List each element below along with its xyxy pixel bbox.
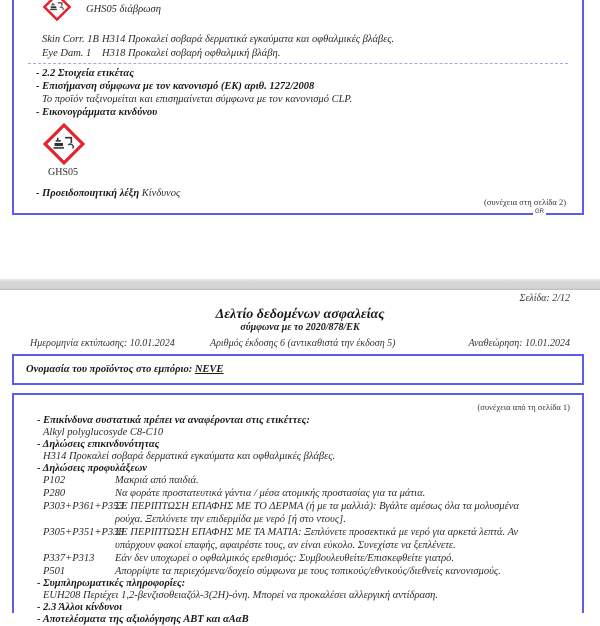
print-date: Ημερομηνία εκτύπωσης: 10.01.2024	[30, 338, 175, 349]
hazard-statements: H314 Προκαλεί σοβαρά δερματικά εγκαύματα και οφθαλμικές βλάβες.	[43, 451, 336, 462]
hazard-statements-heading: - Δηλώσεις επικινδυνότητας	[37, 439, 160, 450]
product-label: Ονομασία του προϊόντος στο εμπόριο:	[26, 364, 193, 375]
precautionary-text: ΣΕ ΠΕΡΙΠΤΩΣΗ ΕΠΑΦΗΣ ΜΕ ΤΟ ΔΕΡΜΑ (ή με τα μαλλιά): Βγάλτε αμέσως όλα τα μολυσμένα	[115, 501, 519, 512]
pdf-page-2	[0, 290, 600, 625]
classification-class: Skin Corr. 1B	[42, 34, 99, 45]
pbt-heading: - Αποτελέσματα της αξιολόγησης ΑΒΤ και αΑαΒ	[37, 614, 249, 625]
content-frame	[12, 393, 584, 625]
revision-date: Αναθεώρηση: 10.01.2024	[468, 338, 570, 349]
page-separator	[0, 279, 600, 290]
product-label-row	[26, 364, 223, 375]
corrosion-pictogram-icon	[43, 123, 85, 165]
supplementary-info: EUH208 Περιέχει 1,2-βενζισοθειαζόλ-3(2Η)-όνη. Μπορεί να προκαλέσει αλλεργική αντίδραση.	[43, 590, 439, 601]
labelling-text: Το προϊόν ταξινομείται και επισημαίνεται σύμφωνα με τον κανονισμό CLP.	[42, 94, 353, 105]
classification-statement: H314 Προκαλεί σοβαρά δερματικά εγκαύματα και οφθαλμικές βλάβες.	[102, 34, 395, 45]
page-number: Σελίδα: 2/12	[519, 293, 570, 304]
precautionary-code: P102	[43, 475, 66, 486]
section-2-2-heading: - 2.2 Στοιχεία ετικέτας	[36, 68, 134, 79]
precautionary-text: υπάρχουν φακοί επαφής, αφαιρέστε τους, αν είναι εύκολο. Συνεχίστε να ξεπλένετε.	[115, 540, 456, 551]
signal-word-row	[36, 187, 180, 200]
precautionary-code: P337+P313	[43, 553, 95, 564]
document-subtitle: σύμφωνα με το 2020/878/ΕΚ	[240, 322, 360, 333]
signal-word-label: - Προειδοποιητική λέξη	[36, 188, 140, 199]
pictograms-heading: - Εικονογράμματα κινδύνου	[36, 107, 158, 118]
signal-word: Κίνδυνος	[141, 188, 181, 199]
product-name: NEVE	[194, 364, 224, 375]
precautionary-code: P305+P351+P338	[43, 527, 124, 538]
precautionary-text: Απορρίψτε τα περιεχόμενα/δοχείο σύμφωνα με τους τοπικούς/εθνικούς/διεθνείς κανονισμούς.	[115, 566, 501, 577]
hazardous-components: Alkyl polyglucosyde C8-C10	[43, 427, 164, 438]
corrosion-pictogram-icon	[43, 0, 71, 21]
precautionary-text: Μακριά από παιδιά.	[115, 475, 199, 486]
section-2-3-heading: - 2.3 Άλλοι κίνδυνοι	[37, 602, 123, 613]
precautionary-code: P501	[43, 566, 66, 577]
precautionary-text: ΣΕ ΠΕΡΙΠΤΩΣΗ ΕΠΑΦΗΣ ΜΕ ΤΑ ΜΑΤΙΑ: Ξεπλύνετε προσεκτικά με νερό για αρκετά λεπτά. Αν	[115, 527, 519, 538]
continued-next-page: (συνέχεια στη σελίδα 2)	[484, 197, 567, 207]
pdf-page-1	[0, 0, 600, 279]
continued-from-page: (συνέχεια από τη σελίδα 1)	[477, 402, 570, 412]
precautionary-text: ρούχα. Ξεπλύνετε την επιδερμίδα με νερό [ή στο ντους].	[115, 514, 346, 525]
precautionary-text: Να φοράτε προστατευτικά γάντια / μέσα ατομικής προστασίας για τα μάτια.	[115, 488, 426, 499]
labelling-heading: - Επισήμανση σύμφωνα με τον κανονισμό (ΕΚ) αριθ. 1272/2008	[36, 81, 315, 92]
section-divider	[28, 63, 568, 64]
pictogram-code: GHS05	[48, 167, 79, 178]
precautionary-code: P280	[43, 488, 66, 499]
precautionary-heading: - Δηλώσεις προφυλάξεων	[37, 463, 147, 474]
country-code: GR	[535, 209, 544, 215]
pictogram-inline-label: GHS05 διάβρωση	[86, 4, 161, 15]
supplementary-heading: - Συμπληρωματικές πληροφορίες:	[37, 578, 186, 589]
classification-class: Eye Dam. 1	[42, 48, 92, 59]
hazardous-components-heading: - Επικίνδυνα συστατικά πρέπει να αναφέρονται στις ετικέττες:	[37, 415, 310, 426]
document-title: Δελτίο δεδομένων ασφαλείας	[215, 307, 385, 322]
precautionary-code: P303+P361+P353	[43, 501, 124, 512]
version-number: Αριθμός έκδοσης 6 (αντικαθιστά την έκδοση 5)	[210, 338, 396, 349]
classification-statement: H318 Προκαλεί σοβαρή οφθαλμική βλάβη.	[102, 48, 281, 59]
product-name-box	[12, 354, 584, 385]
precautionary-text: Εάν δεν υποχωρεί ο οφθαλμικός ερεθισμός: Συμβουλευθείτε/Επισκεφθείτε γιατρό.	[115, 553, 455, 564]
